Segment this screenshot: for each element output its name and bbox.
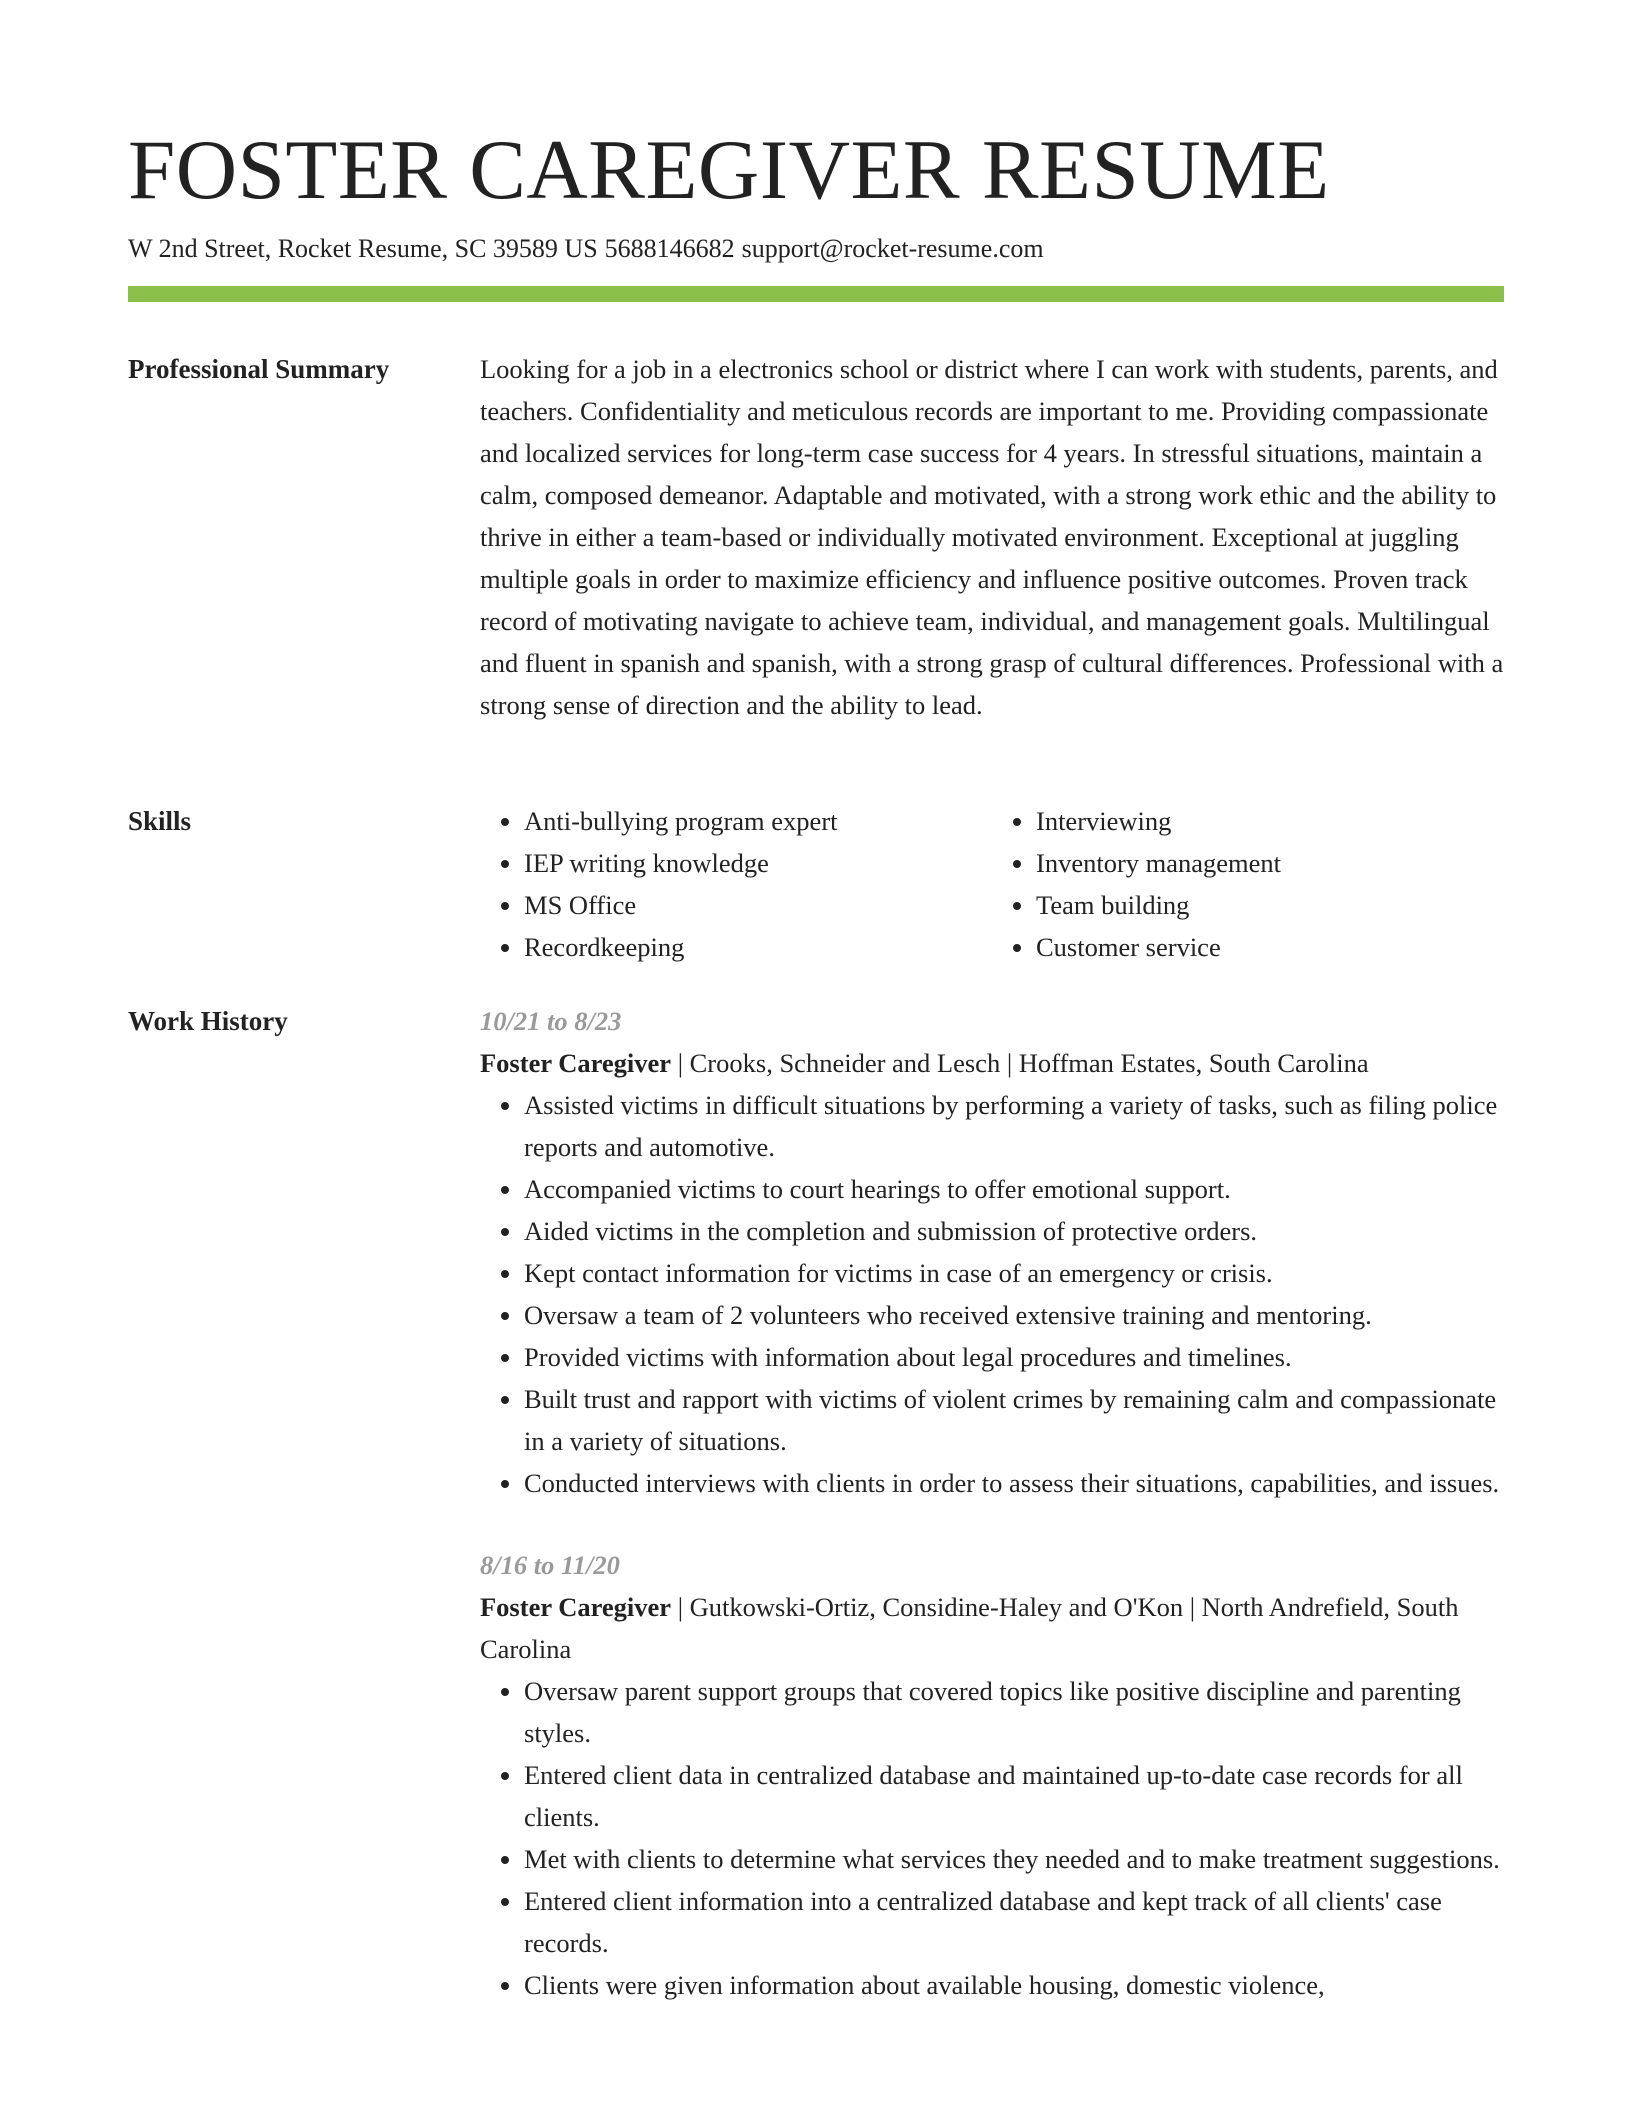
job-bullet: • Clients were given information about available housing, domestic violence, xyxy=(524,1964,1504,2006)
job-bullet: • Entered client information into a centralized database and kept track of all clients' case records. xyxy=(524,1880,1504,1964)
contact-address: W 2nd Street, Rocket Resume, SC 39589 US xyxy=(128,234,598,263)
job-bullet: • Entered client data in centralized database and maintained up-to-date case records for all clients. xyxy=(524,1754,1504,1838)
job-role: Foster Caregiver xyxy=(480,1592,672,1622)
job-bullets xyxy=(480,1084,1504,1504)
job-bullet: • Provided victims with information about legal procedures and timelines. xyxy=(524,1336,1504,1378)
work-history-body xyxy=(480,1000,1504,2006)
job-bullet: • Met with clients to determine what services they needed and to make treatment suggestions. xyxy=(524,1838,1504,1880)
skill-item: • Team building xyxy=(1036,884,1504,926)
skills-list-left xyxy=(480,800,992,968)
job-role: Foster Caregiver xyxy=(480,1048,672,1078)
job-bullet: • Conducted interviews with clients in order to assess their situations, capabilities, and issues. xyxy=(524,1462,1504,1504)
job-dates: 10/21 to 8/23 xyxy=(480,1006,622,1036)
summary-body xyxy=(480,348,1504,726)
skills-heading: Skills xyxy=(128,806,192,836)
job-bullet: • Kept contact information for victims in case of an emergency or crisis. xyxy=(524,1252,1504,1294)
resume-title: FOSTER CAREGIVER RESUME xyxy=(128,123,1330,217)
job-bullet: • Accompanied victims to court hearings to offer emotional support. xyxy=(524,1168,1504,1210)
job-bullet: • Aided victims in the completion and submission of protective orders. xyxy=(524,1210,1504,1252)
skill-item: • Recordkeeping xyxy=(524,926,992,968)
skill-item: • Anti-bullying program expert xyxy=(524,800,992,842)
contact-phone: 5688146682 xyxy=(604,234,735,263)
contact-email: support@rocket-resume.com xyxy=(741,234,1044,263)
job-bullet: • Assisted victims in difficult situations by performing a variety of tasks, such as filing police reports and automotive. xyxy=(524,1084,1504,1168)
contact-line xyxy=(128,232,1044,266)
job-bullet: • Oversaw a team of 2 volunteers who received extensive training and mentoring. xyxy=(524,1294,1504,1336)
header-accent-rule xyxy=(128,286,1504,302)
job-details: | Crooks, Schneider and Lesch | Hoffman Estates, South Carolina xyxy=(671,1048,1369,1078)
skill-item: • Inventory management xyxy=(1036,842,1504,884)
skill-item: • IEP writing knowledge xyxy=(524,842,992,884)
summary-heading: Professional Summary xyxy=(128,354,390,384)
job-header xyxy=(480,1586,1504,1670)
job-dates: 8/16 to 11/20 xyxy=(480,1550,620,1580)
summary-text: Looking for a job in a electronics school or district where I can work with students, parents, and teachers. Confidentiality and meticulous records are important to me. Providing compassionate and localized services for long-term case success for 4 years. In stressful situations, maintain a calm, composed demeanor. Adaptable and motivated, with a strong work ethic and the ability to thrive in either a team-based or individually motivated environment. Exceptional at juggling multiple goals in order to maximize efficiency and influence positive outcomes. Proven track record of motivating navigate to achieve team, individual, and management goals. Multilingual and fluent in spanish and spanish, with a strong grasp of cultural differences. Professional with a strong sense of direction and the ability to lead. xyxy=(480,354,1504,720)
work-history-heading: Work History xyxy=(128,1006,288,1036)
job-header xyxy=(480,1042,1504,1084)
skill-item: • Interviewing xyxy=(1036,800,1504,842)
job-entry xyxy=(480,1000,1504,1504)
job-details: | Gutkowski-Ortiz, Considine-Haley and O'Kon | North Andrefield, South Carolina xyxy=(480,1592,1459,1664)
job-bullets xyxy=(480,1670,1504,2006)
skills-body xyxy=(480,800,1504,968)
job-bullet: • Oversaw parent support groups that covered topics like positive discipline and parenting styles. xyxy=(524,1670,1504,1754)
job-entry xyxy=(480,1544,1504,2006)
skills-list-right xyxy=(992,800,1504,968)
job-bullet: • Built trust and rapport with victims of violent crimes by remaining calm and compassionate in a variety of situations. xyxy=(524,1378,1504,1462)
skill-item: • Customer service xyxy=(1036,926,1504,968)
skill-item: • MS Office xyxy=(524,884,992,926)
